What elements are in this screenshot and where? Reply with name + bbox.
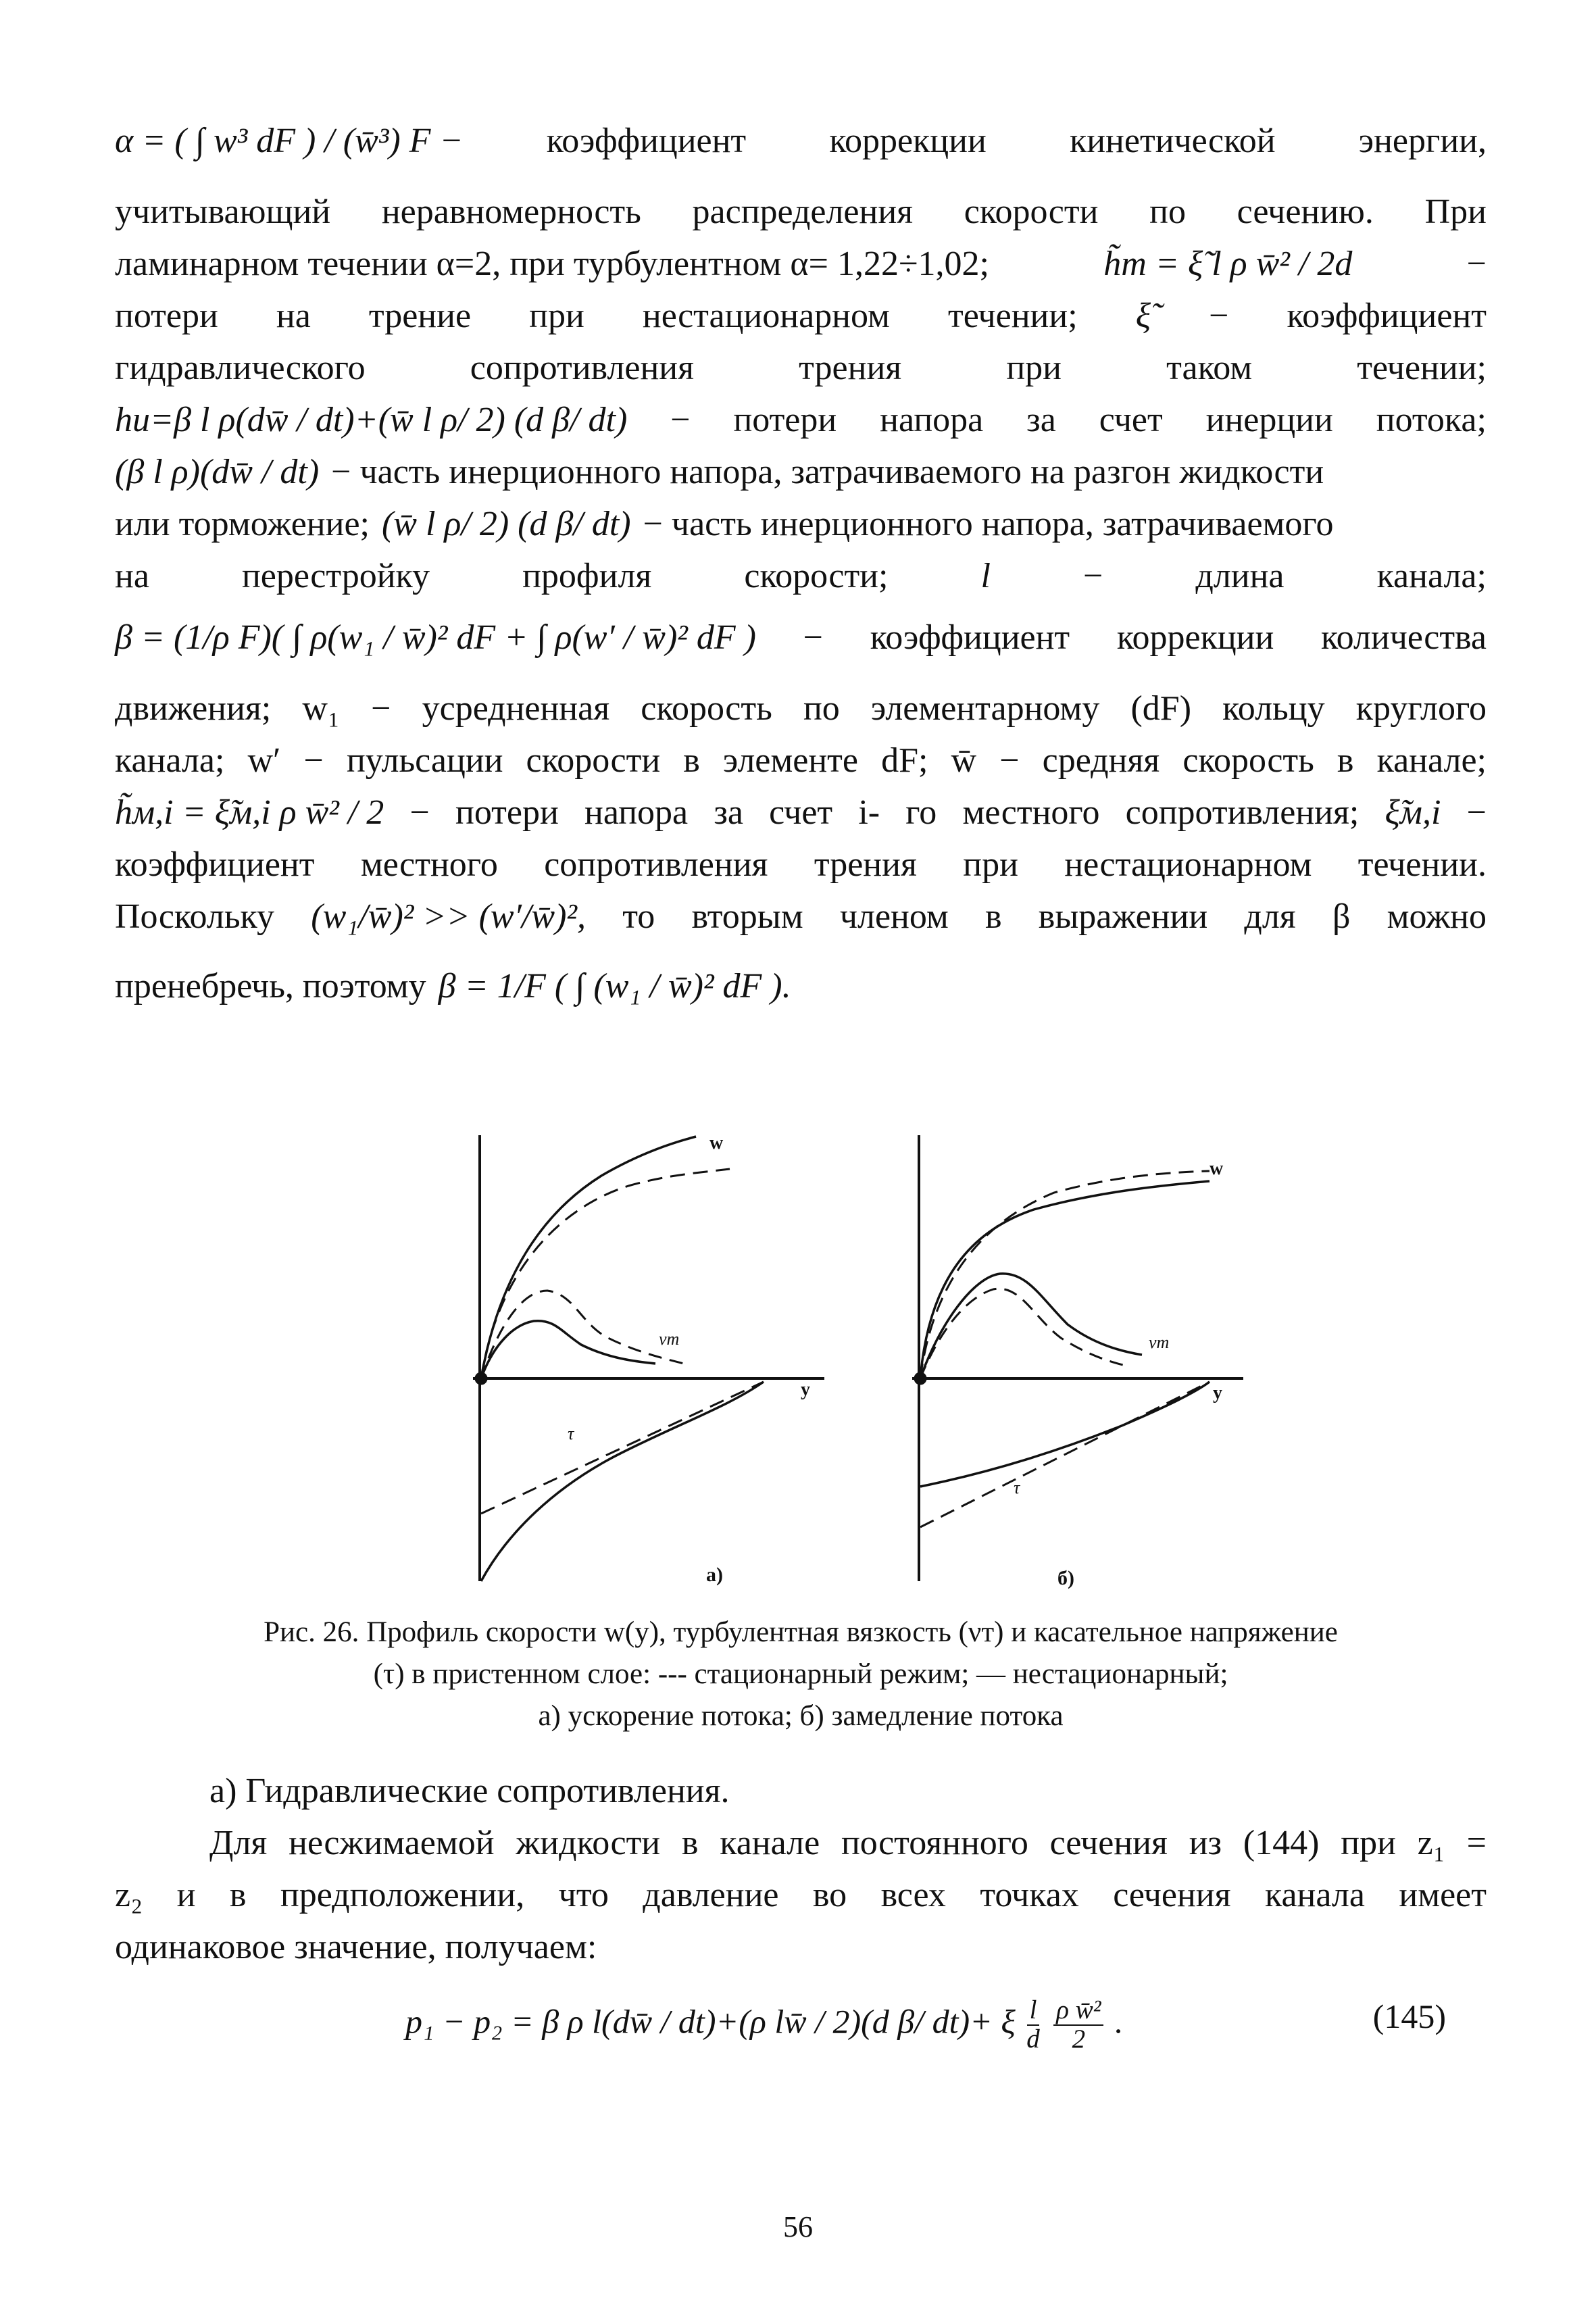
page-number: 56 — [783, 2210, 813, 2243]
panel-a-viscosity-dashed — [481, 1291, 689, 1378]
figure-26 — [446, 1122, 1324, 1615]
word: длина — [1195, 557, 1285, 595]
figure-caption — [115, 1612, 1487, 1737]
word: на — [276, 297, 311, 335]
line-15 — [115, 891, 1487, 943]
beta-formula: β = (1/ρ F)( ∫ ρ(w₁ / w̄)² dF + ∫ ρ(w′ / w̄)² dF ) — [115, 618, 756, 657]
word: скорости; — [744, 557, 889, 595]
xi-local-symbol: ξ̃м,i — [1385, 793, 1441, 832]
alpha-formula: α = ( ∫ w³ dF ) / (w̄³) F − — [115, 122, 464, 160]
line-2 — [115, 186, 1487, 238]
word: на — [115, 557, 149, 595]
para-line-2: z₂ и в предположении, что давление во всех точках сечения канала имеет — [115, 1876, 1487, 1914]
frac-denominator: 2 — [1072, 2024, 1086, 2053]
word: выражении — [1038, 897, 1208, 936]
word: Поскольку — [115, 897, 275, 936]
panel-a-label: а) — [706, 1564, 723, 1586]
equation-145-frac-rho-w — [1053, 1997, 1103, 2053]
line-9 — [115, 550, 1487, 602]
line-16 — [115, 960, 1487, 1012]
word: счет — [769, 793, 833, 832]
panel-b-tau-label: τ — [1014, 1478, 1020, 1497]
inertia-part-formula: (β l ρ)(dw̄ / dt) — [115, 453, 320, 491]
text-line: учитывающий неравномерность распределения скорости по сечению. При — [115, 193, 1487, 231]
panel-a-w-label: w — [709, 1132, 724, 1153]
word: можно — [1387, 897, 1487, 936]
text: − часть инерционного напора, затрачиваемого — [643, 505, 1334, 543]
word: потока; — [1376, 401, 1487, 439]
word: при — [1006, 349, 1062, 387]
section-heading: а) Гидравлические сопротивления. — [209, 1772, 730, 1810]
line-12 — [115, 735, 1487, 787]
word: трение — [368, 297, 472, 335]
line-10 — [115, 612, 1487, 664]
line-7 — [115, 446, 1487, 498]
word: коррекции — [829, 122, 987, 160]
dash: − — [1466, 793, 1487, 832]
panel-b-nu-label: νт — [1149, 1333, 1170, 1352]
equation-end: . — [1114, 2002, 1124, 2041]
panel-b-label: б) — [1057, 1567, 1074, 1589]
panel-b-viscosity-solid — [920, 1274, 1142, 1378]
word: количества — [1321, 618, 1487, 657]
panel-a-stress-solid — [481, 1382, 764, 1581]
line-4 — [115, 290, 1487, 342]
panel-a-viscosity-solid — [481, 1321, 655, 1378]
panel-a-nu-label: νт — [659, 1329, 680, 1349]
para-line-3: одинаковое значение, получаем: — [115, 1928, 597, 1966]
word: потери — [455, 793, 559, 832]
word: кинетической — [1069, 122, 1276, 160]
word: инерции — [1205, 401, 1333, 439]
para-line-1: Для несжимаемой жидкости в канале постоянного сечения из (144) при z₁ = — [209, 1824, 1487, 1862]
panel-a-stress-dashed — [481, 1382, 764, 1514]
caption-line-1: Рис. 26. Профиль скорости w(y), турбулентная вязкость (νт) и касательное напряжение — [264, 1616, 1338, 1648]
line-8 — [115, 498, 1487, 550]
dash: − — [1466, 245, 1487, 283]
word: коэффициент — [870, 618, 1070, 657]
dash: − — [803, 618, 823, 657]
line-11 — [115, 682, 1487, 735]
word: вторым — [691, 897, 803, 936]
section-body — [115, 1765, 1487, 1973]
friction-loss-formula: h̃т = ξ̃ l ρ w̄² / 2d — [1103, 245, 1353, 283]
word: напора — [880, 401, 984, 439]
word: трения — [799, 349, 902, 387]
local-loss-formula: h̃м,i = ξ̃м,i ρ w̄² / 2 — [115, 793, 384, 832]
word: энергии, — [1358, 122, 1487, 160]
word: течении; — [1357, 349, 1487, 387]
dash: − — [670, 401, 691, 439]
word: при — [529, 297, 584, 335]
text: пренебречь, поэтому — [115, 967, 426, 1005]
word: β — [1332, 897, 1351, 936]
line-5 — [115, 342, 1487, 394]
panel-b-stress-solid — [920, 1382, 1210, 1487]
word: коэффициент — [1287, 297, 1487, 335]
panel-a-y-label: y — [801, 1379, 810, 1400]
word: за — [1026, 401, 1056, 439]
panel-b-viscosity-dashed — [920, 1289, 1128, 1378]
caption-line-3: а) ускорение потока; б) замедление потока — [538, 1700, 1064, 1732]
text-line: движения; w₁ − усредненная скорость по элементарному (dF) кольцу круглого — [115, 689, 1487, 728]
word: течении; — [947, 297, 1078, 335]
ratio-formula: (w₁/w̄)² >> (w′/w̄)², — [311, 897, 586, 936]
frac-numerator: l — [1027, 1997, 1040, 2026]
word: счет — [1099, 401, 1163, 439]
word: таком — [1166, 349, 1253, 387]
word: канала; — [1376, 557, 1487, 595]
word: местного — [962, 793, 1100, 832]
equation-145 — [405, 1976, 1487, 2051]
word: профиля — [522, 557, 652, 595]
panel-b-y-label: y — [1213, 1383, 1222, 1403]
panel-a-velocity-dashed — [481, 1169, 730, 1378]
word: сопротивления; — [1125, 793, 1360, 832]
caption-line-2: (τ) в пристенном слое: --- стационарный режим; — нестационарный; — [373, 1658, 1228, 1690]
inertia-loss-formula: hи=β l ρ(dw̄ / dt)+(w̄ l ρ/ 2) (d β/ dt) — [115, 401, 628, 439]
equation-145-left: p₁ − p₂ = β ρ l(dw̄ / dt)+(ρ lw̄ / 2)(d β/ dt)+ ξ — [405, 2002, 1016, 2041]
word: i- — [858, 793, 880, 832]
word: гидравлического — [115, 349, 366, 387]
beta-simplified-formula: β = 1/F ( ∫ (w₁ / w̄)² dF ). — [438, 967, 791, 1005]
dash: − — [409, 793, 430, 832]
panel-b — [912, 1135, 1243, 1589]
word: напора — [584, 793, 689, 832]
xi-symbol: ξ̃ — [1135, 297, 1151, 335]
word: потери — [733, 401, 837, 439]
text-line: канала; w′ − пульсации скорости в элементе dF; w̄ − средняя скорость в канале; — [115, 741, 1487, 780]
text: − часть инерционного напора, затрачиваемого на разгон жидкости — [331, 453, 1324, 491]
word: для — [1244, 897, 1296, 936]
equation-number: (145) — [1372, 1997, 1446, 2035]
word: перестройку — [241, 557, 430, 595]
frac-numerator: ρ w̄² — [1053, 1997, 1103, 2026]
line-6 — [115, 394, 1487, 446]
panel-a-tau-label: τ — [568, 1424, 574, 1443]
word: коррекции — [1116, 618, 1274, 657]
panel-b-w-label: w — [1210, 1158, 1224, 1179]
panel-b-stress-dashed — [920, 1382, 1210, 1527]
equation-145-body — [405, 1997, 1123, 2053]
dash: − — [1082, 557, 1103, 595]
line-14 — [115, 839, 1487, 891]
text: или торможение; — [115, 505, 370, 543]
word: коэффициент — [546, 122, 747, 160]
l-symbol: l — [980, 557, 991, 595]
text: ламинарном течении α=2, при турбулентном α= 1,22÷1,02; — [115, 245, 989, 283]
word: нестационарном — [642, 297, 890, 335]
word: потери — [115, 297, 218, 335]
word: го — [905, 793, 937, 832]
frac-denominator: d — [1026, 2024, 1040, 2053]
word: в — [985, 897, 1002, 936]
word: сопротивления — [470, 349, 695, 387]
text-block — [115, 115, 1487, 1012]
dash: − — [1209, 297, 1229, 335]
panel-a — [473, 1132, 824, 1586]
line-13 — [115, 787, 1487, 839]
text-line: коэффициент местного сопротивления трения при нестационарном течении. — [115, 845, 1487, 884]
equation-145-frac-l-d — [1026, 1997, 1040, 2053]
word: членом — [839, 897, 949, 936]
line-1 — [115, 115, 1487, 167]
line-3 — [115, 238, 1487, 290]
profile-part-formula: (w̄ l ρ/ 2) (d β/ dt) — [381, 505, 631, 543]
word: то — [622, 897, 655, 936]
word: за — [714, 793, 743, 832]
